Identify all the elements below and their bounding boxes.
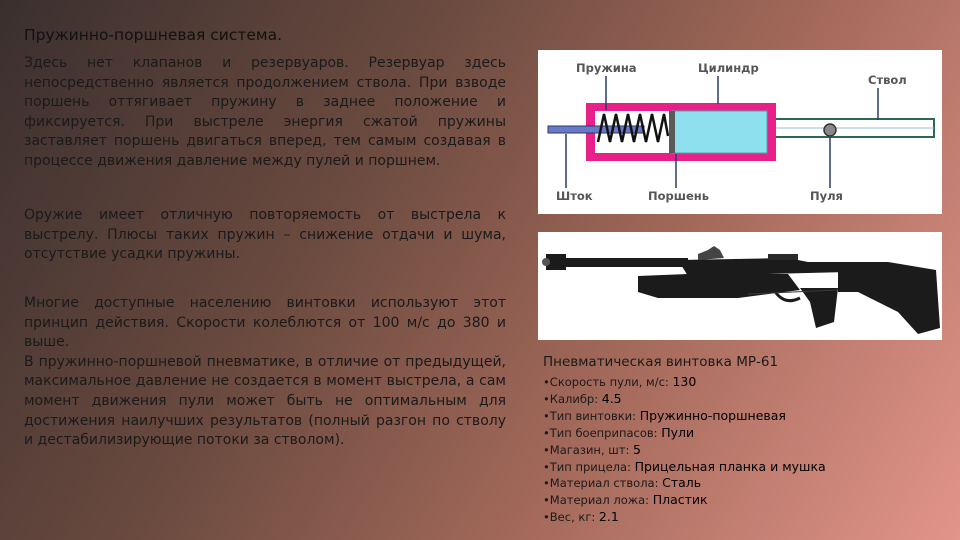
- spec-label: •Калибр:: [543, 391, 602, 406]
- piston: [672, 111, 767, 153]
- spec-value: 130: [672, 374, 697, 389]
- paragraph-usage-speed: Многие доступные населению винтовки используют этот принцип действия. Скорости колеблются от 100 м/с до 380 и выше.: [24, 295, 506, 351]
- label-spring: Пружина: [576, 61, 637, 75]
- piston-head: [669, 111, 675, 153]
- spec-label: •Материал ствола:: [543, 476, 663, 491]
- specs-panel: [543, 354, 943, 526]
- bullet: [824, 124, 836, 136]
- rifle-grip: [800, 288, 838, 328]
- diagram-svg: [538, 50, 942, 214]
- spec-value: Пули: [661, 424, 695, 440]
- spec-label: •Скорость пули, м/с:: [543, 375, 673, 389]
- spec-row-stock-material: [543, 492, 943, 509]
- spec-value: Пластик: [652, 492, 708, 508]
- spec-label: •Тип винтовки:: [543, 408, 640, 423]
- spec-value: 2.1: [598, 509, 619, 525]
- rifle-sight: [698, 246, 724, 260]
- spec-label: •Тип прицела:: [543, 459, 635, 474]
- paragraph-advantages: Оружие имеет отличную повторяемость от выстрела к выстрелу. Плюсы таких пружин – снижение отдачи и шума, отсутствие усадки пружины.: [24, 207, 506, 263]
- paragraph-usage-pressure: В пружинно-поршневой пневматике, в отличие от предыдущей, максимальное давление не создается в момент выстрела, а сам момент движения пули может быть не оптимальным для достижения наилучших результатов (полный разгон по стволу и дестабилизирующие потоки за стволом).: [24, 353, 506, 449]
- spec-row-caliber: [543, 391, 943, 408]
- rifle-muzzle-tip: [542, 258, 550, 266]
- spec-label: •Тип боеприпасов:: [543, 425, 662, 440]
- rifle-stock: [838, 262, 940, 334]
- label-barrel: Ствол: [868, 73, 907, 87]
- spec-value: 5: [633, 441, 641, 457]
- spec-label: •Материал ложа:: [543, 493, 653, 508]
- spring-piston-diagram: [538, 50, 942, 214]
- spec-row-magazine: [543, 442, 943, 459]
- spec-row-sight-type: [543, 459, 943, 476]
- label-bullet: Пуля: [810, 189, 843, 203]
- spec-label: •Магазин, шт:: [543, 442, 634, 457]
- spec-value: Прицельная планка и мушка: [634, 458, 826, 474]
- spec-row-weight: [543, 509, 943, 526]
- rifle-barrel: [548, 258, 688, 267]
- spec-row-barrel-material: [543, 475, 943, 492]
- spec-value: Сталь: [662, 475, 702, 491]
- spec-row-speed: [543, 374, 943, 391]
- spec-value: 4.5: [601, 390, 622, 406]
- label-piston: Поршень: [648, 189, 709, 203]
- rifle-image: [538, 232, 942, 340]
- spec-label: •Вес, кг:: [543, 510, 599, 525]
- label-cylinder: Цилиндр: [698, 61, 759, 75]
- rifle-receiver: [678, 258, 848, 276]
- spec-row-rifle-type: [543, 408, 943, 425]
- paragraph-description: Здесь нет клапанов и резервуаров. Резервуар здесь непосредственно является продолжением ствола. При взводе поршень оттягивает пружину в заднее положение и фиксируется. При выстреле энергия сжатой пружины заставляет поршень двигаться вперед, тем самым создавая в процессе движения давление между пулей и поршнем.: [24, 55, 506, 169]
- specs-title: Пневматическая винтовка МР-61: [543, 354, 779, 370]
- slide-title: Пружинно-поршневая система.: [24, 26, 283, 44]
- paragraph-usage: [24, 294, 506, 451]
- rifle-image-card: [538, 232, 942, 340]
- spec-value: Пружинно-поршневая: [639, 407, 786, 423]
- rifle-rear-sight: [768, 254, 798, 260]
- spec-row-ammo-type: [543, 425, 943, 442]
- label-rod: Шток: [556, 189, 593, 203]
